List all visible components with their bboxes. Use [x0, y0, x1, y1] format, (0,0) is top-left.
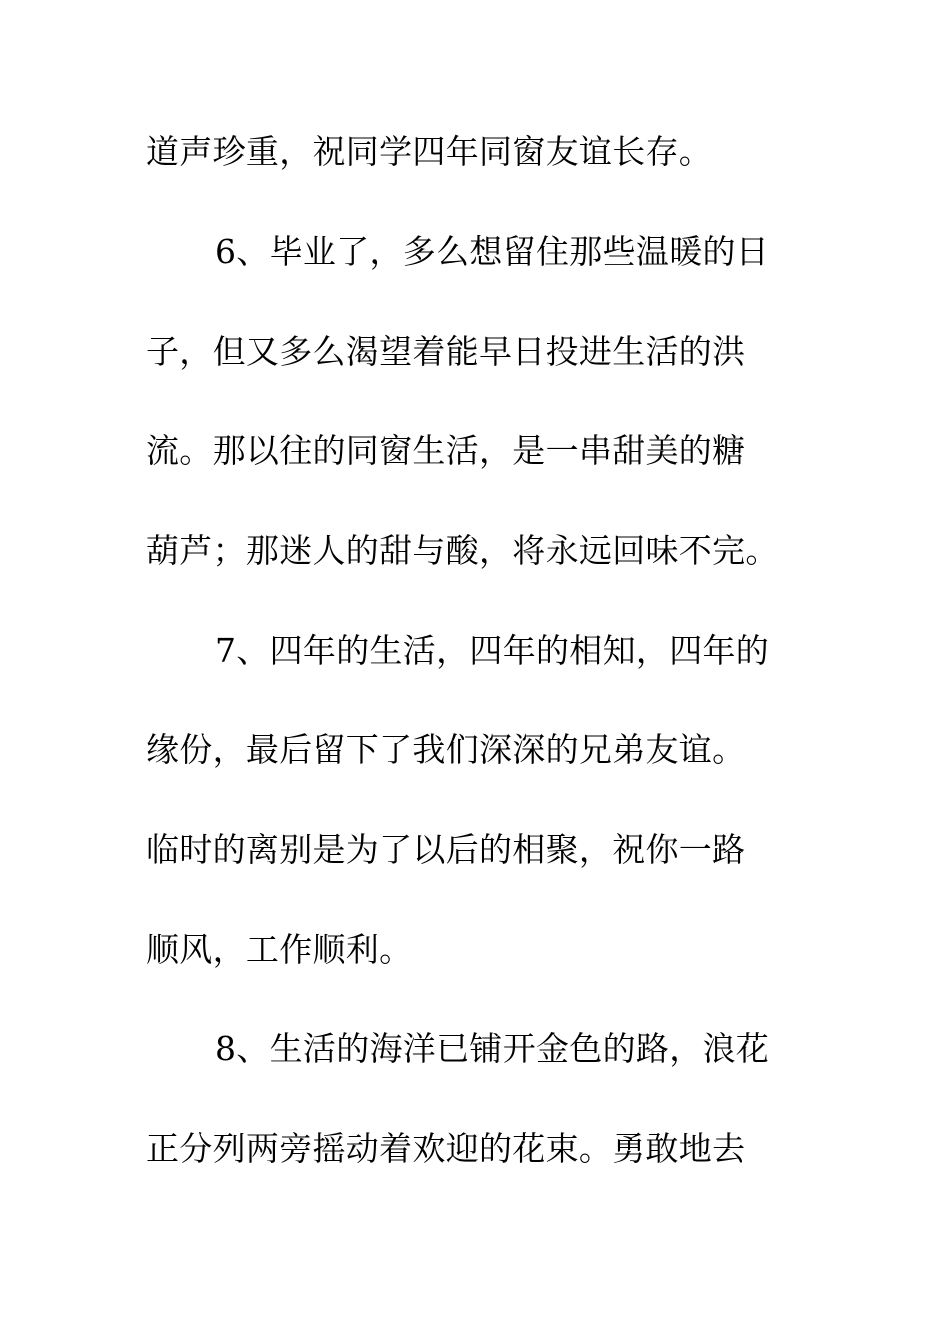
- text-line: 缘份，最后留下了我们深深的兄弟友谊。: [146, 730, 746, 769]
- text-line: 顺风，工作顺利。: [146, 930, 413, 969]
- text-line: 6、毕业了，多么想留住那些温暖的日: [215, 232, 770, 271]
- text-line: 临时的离别是为了以后的相聚，祝你一路: [146, 830, 746, 869]
- text-line: 葫芦；那迷人的甜与酸，将永远回味不完。: [146, 531, 779, 570]
- text-line: 7、四年的生活，四年的相知，四年的: [215, 631, 770, 670]
- text-line: 流。那以往的同窗生活，是一串甜美的糖: [146, 431, 746, 470]
- text-line: 8、生活的海洋已铺开金色的路，浪花: [215, 1029, 770, 1068]
- text-line: 子，但又多么渴望着能早日投进生活的洪: [146, 332, 746, 371]
- text-line: 道声珍重，祝同学四年同窗友谊长存。: [146, 132, 713, 171]
- text-line: 正分列两旁摇动着欢迎的花束。勇敢地去: [146, 1129, 746, 1168]
